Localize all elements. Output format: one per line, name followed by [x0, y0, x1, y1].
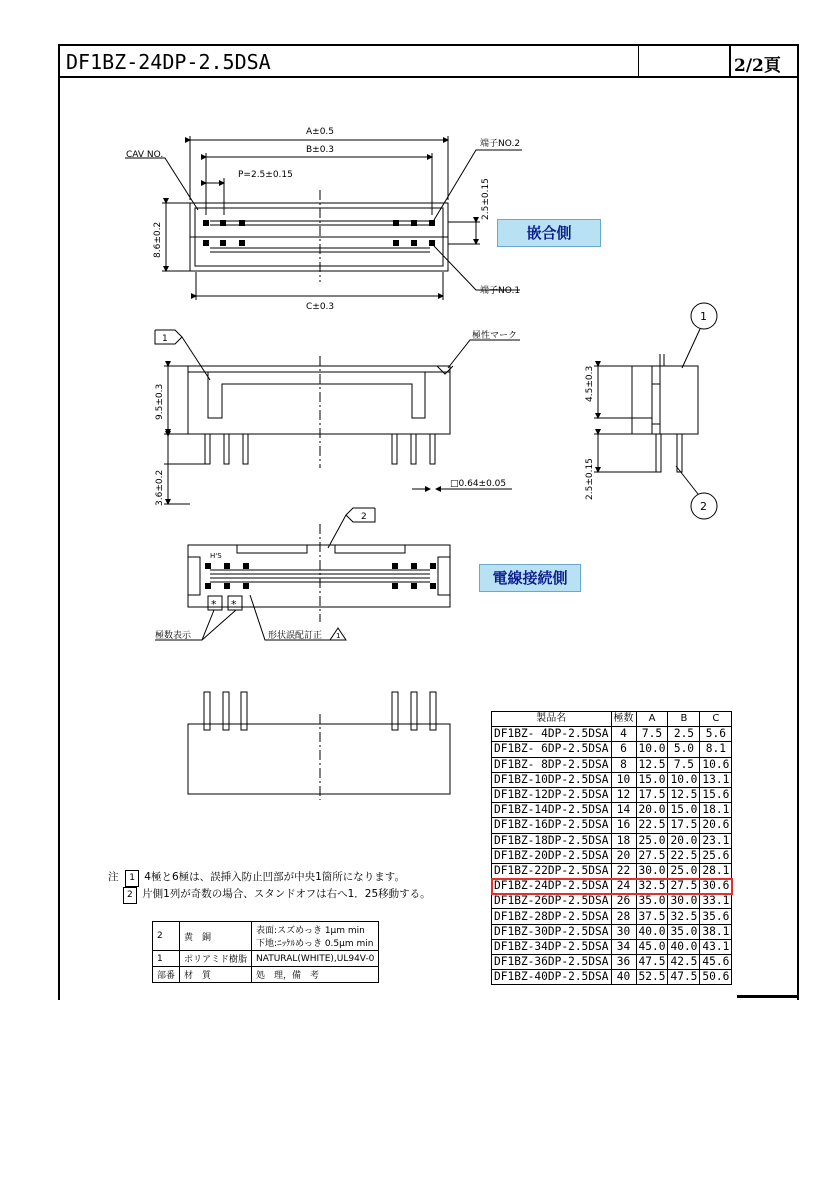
product-table-cell: 30.6 [700, 879, 732, 894]
wire-tag-2: 2 [361, 512, 367, 522]
material-part-no: 2 [153, 922, 180, 951]
product-table-cell: 34 [611, 939, 636, 954]
product-table-cell: 28 [611, 909, 636, 924]
product-table-cell: 22 [611, 863, 636, 878]
product-table-cell: 17.5 [636, 787, 668, 802]
dim-25-label: 2.5±0.15 [585, 458, 595, 500]
material-treatment: 表面:スズめっき 1μm min 下地:ﾆｯｹﾙめっき 0.5μm min [252, 922, 379, 951]
dim-h-label: 8.6±0.2 [153, 221, 163, 258]
product-table-cell: 16 [611, 818, 636, 833]
product-table-cell: 7.5 [636, 727, 668, 742]
product-table-cell: DF1BZ- 4DP-2.5DSA [492, 727, 612, 742]
product-table-cell: 25.0 [636, 833, 668, 848]
note-2 [108, 887, 431, 904]
product-table-row [492, 757, 732, 772]
product-table-cell: 36 [611, 955, 636, 970]
product-table-header: A [636, 712, 668, 727]
product-table-cell: DF1BZ-14DP-2.5DSA [492, 803, 612, 818]
product-table-cell: DF1BZ-40DP-2.5DSA [492, 970, 612, 985]
product-table-cell: 40 [611, 970, 636, 985]
product-table-row [492, 848, 732, 863]
dim-a-label: A±0.5 [306, 127, 335, 137]
pole-star-1: * [211, 598, 217, 611]
product-table-cell: 6 [611, 742, 636, 757]
cav-no-label: CAV NO. [126, 150, 164, 160]
product-table-cell: DF1BZ-30DP-2.5DSA [492, 924, 612, 939]
product-table-cell: 5.6 [700, 727, 732, 742]
top-view [125, 136, 522, 300]
product-table-cell: 15.6 [700, 787, 732, 802]
product-table-row [492, 909, 732, 924]
product-table-cell: DF1BZ-16DP-2.5DSA [492, 818, 612, 833]
product-table-cell: DF1BZ-22DP-2.5DSA [492, 863, 612, 878]
product-table-cell: DF1BZ-28DP-2.5DSA [492, 909, 612, 924]
note-2-tag: 2 [123, 887, 137, 904]
highlighted-row-box [491, 878, 733, 895]
dim-c-label: C±0.3 [306, 302, 335, 312]
product-table-cell: 50.6 [700, 970, 732, 985]
terminal-1-label: 端子NO.1 [480, 286, 521, 296]
product-table-cell: 28.1 [700, 863, 732, 878]
product-table-cell: 47.5 [668, 970, 700, 985]
product-table-cell: 30.0 [668, 894, 700, 909]
product-table-cell: 35.6 [700, 909, 732, 924]
product-table-cell: 12.5 [668, 787, 700, 802]
product-table-cell: 7.5 [668, 757, 700, 772]
product-table-cell: 32.5 [668, 909, 700, 924]
product-table-cell: 52.5 [636, 970, 668, 985]
callout-2: 2 [700, 500, 707, 513]
product-table-cell: 45.0 [636, 939, 668, 954]
product-table-cell: 24 [611, 879, 636, 894]
product-table-cell: 43.1 [700, 939, 732, 954]
product-table-cell: 17.5 [668, 818, 700, 833]
side-view [594, 303, 717, 519]
product-table-row [492, 924, 732, 939]
product-table [491, 711, 732, 985]
polarity-mark-label: 極性マーク [472, 331, 518, 341]
page-number: 2/2頁 [734, 56, 781, 76]
note-2-text: 片側1列が奇数の場合、スタンドオフは右へ1．25移動する。 [142, 888, 431, 900]
front-tag-1: 1 [162, 334, 168, 344]
product-table-row [492, 803, 732, 818]
product-table-cell: 27.5 [636, 848, 668, 863]
drawing-title: DF1BZ-24DP-2.5DSA [66, 50, 271, 74]
product-table-cell: 20.0 [636, 803, 668, 818]
materials-row [153, 922, 379, 951]
pole-star-2: * [231, 598, 237, 611]
notes [108, 870, 431, 904]
dim-p-label: P=2.5±0.15 [238, 170, 293, 180]
product-table-cell: 45.6 [700, 955, 732, 970]
product-table-row [492, 742, 732, 757]
callout-1: 1 [700, 310, 707, 323]
pin-size-label: □0.64±0.05 [450, 479, 507, 489]
lower-view [188, 692, 450, 800]
product-table-cell: 40.0 [668, 939, 700, 954]
product-table-row [492, 894, 732, 909]
dim-36-label: 3.6±0.2 [155, 469, 165, 506]
product-table-header: 極数 [611, 712, 636, 727]
product-table-row [492, 833, 732, 848]
dim-45-label: 4.5±0.3 [585, 365, 595, 402]
product-table-cell: 33.1 [700, 894, 732, 909]
triangle-tag: 1 [336, 632, 341, 640]
product-table-cell: 25.6 [700, 848, 732, 863]
product-table-cell: 12 [611, 787, 636, 802]
materials-row [153, 951, 379, 967]
product-table-header: C [700, 712, 732, 727]
product-table-cell: DF1BZ- 8DP-2.5DSA [492, 757, 612, 772]
product-table-row [492, 818, 732, 833]
product-table-header: 製品名 [492, 712, 612, 727]
product-table-cell: 15.0 [636, 772, 668, 787]
product-table-cell: 40.0 [636, 924, 668, 939]
product-table-cell: 25.0 [668, 863, 700, 878]
dim-95-label: 9.5±0.3 [155, 383, 165, 420]
product-table-cell: 20.0 [668, 833, 700, 848]
product-table-cell: DF1BZ-24DP-2.5DSA [492, 879, 612, 894]
product-table-row [492, 970, 732, 985]
materials-table [152, 921, 379, 983]
product-table-cell: 22.5 [668, 848, 700, 863]
product-table-cell: DF1BZ-36DP-2.5DSA [492, 955, 612, 970]
shape-label: 形状誤配訂正 [268, 631, 323, 641]
product-table-cell: 32.5 [636, 879, 668, 894]
product-table-cell: 10 [611, 772, 636, 787]
product-table-cell: 20 [611, 848, 636, 863]
materials-header-no: 部番 [153, 967, 180, 983]
product-table-cell: 30.0 [636, 863, 668, 878]
product-table-cell: DF1BZ-10DP-2.5DSA [492, 772, 612, 787]
product-table-cell: 42.5 [668, 955, 700, 970]
materials-header-treatment: 処 理，備 考 [252, 967, 379, 983]
materials-header-material: 材 質 [180, 967, 252, 983]
product-table-cell: 23.1 [700, 833, 732, 848]
product-table-cell: DF1BZ-18DP-2.5DSA [492, 833, 612, 848]
product-table-cell: 8.1 [700, 742, 732, 757]
product-table-cell: 30 [611, 924, 636, 939]
product-table-cell: 10.0 [668, 772, 700, 787]
wire-side-banner: 電線接続側 [479, 564, 581, 592]
product-table-cell: DF1BZ- 6DP-2.5DSA [492, 742, 612, 757]
product-table-cell: DF1BZ-34DP-2.5DSA [492, 939, 612, 954]
product-table-cell: 13.1 [700, 772, 732, 787]
note-1-tag: 1 [125, 870, 139, 887]
product-table-cell: 15.0 [668, 803, 700, 818]
dim-r-label: 2.5±0.15 [481, 178, 491, 220]
product-table-cell: DF1BZ-12DP-2.5DSA [492, 787, 612, 802]
product-table-row [492, 863, 732, 878]
pole-display-label: 極数表示 [155, 631, 192, 641]
product-table-cell: 18 [611, 833, 636, 848]
product-table-cell: 18.1 [700, 803, 732, 818]
material-name: 黄 銅 [180, 922, 252, 951]
product-table-row [492, 955, 732, 970]
product-table-cell: 26 [611, 894, 636, 909]
material-name: ポリアミド樹脂 [180, 951, 252, 967]
note-1 [108, 870, 431, 887]
product-table-cell: 2.5 [668, 727, 700, 742]
wire-side-view [155, 508, 450, 640]
product-table-cell: 20.6 [700, 818, 732, 833]
material-part-no: 1 [153, 951, 180, 967]
product-table-cell: DF1BZ-20DP-2.5DSA [492, 848, 612, 863]
product-table-row [492, 939, 732, 954]
product-table-cell: 8 [611, 757, 636, 772]
material-treatment: NATURAL(WHITE),UL94V-0 [252, 951, 379, 967]
product-table-cell: 14 [611, 803, 636, 818]
product-table-cell: 37.5 [636, 909, 668, 924]
mating-side-banner: 嵌合側 [497, 219, 601, 247]
product-table-cell: 38.1 [700, 924, 732, 939]
product-table-cell: 35.0 [668, 924, 700, 939]
product-table-header: B [668, 712, 700, 727]
front-view [155, 330, 520, 504]
product-table-row [492, 772, 732, 787]
dim-b-label: B±0.3 [306, 145, 335, 155]
product-table-cell: DF1BZ-26DP-2.5DSA [492, 894, 612, 909]
product-table-cell: 12.5 [636, 757, 668, 772]
product-table-row [492, 787, 732, 802]
notes-prefix: 注 [108, 871, 119, 883]
hs-mark: H'S [210, 552, 222, 560]
product-table-cell: 5.0 [668, 742, 700, 757]
terminal-2-label: 端子NO.2 [480, 139, 521, 149]
product-table-cell: 35.0 [636, 894, 668, 909]
product-table-cell: 10.0 [636, 742, 668, 757]
product-table-cell: 10.6 [700, 757, 732, 772]
product-table-cell: 4 [611, 727, 636, 742]
materials-header-row [153, 967, 379, 983]
product-table-cell: 27.5 [668, 879, 700, 894]
product-table-row [492, 727, 732, 742]
product-table-cell: 22.5 [636, 818, 668, 833]
product-table-cell: 47.5 [636, 955, 668, 970]
note-1-text: 4極と6極は、誤挿入防止凹部が中央1箇所になります。 [144, 871, 405, 883]
